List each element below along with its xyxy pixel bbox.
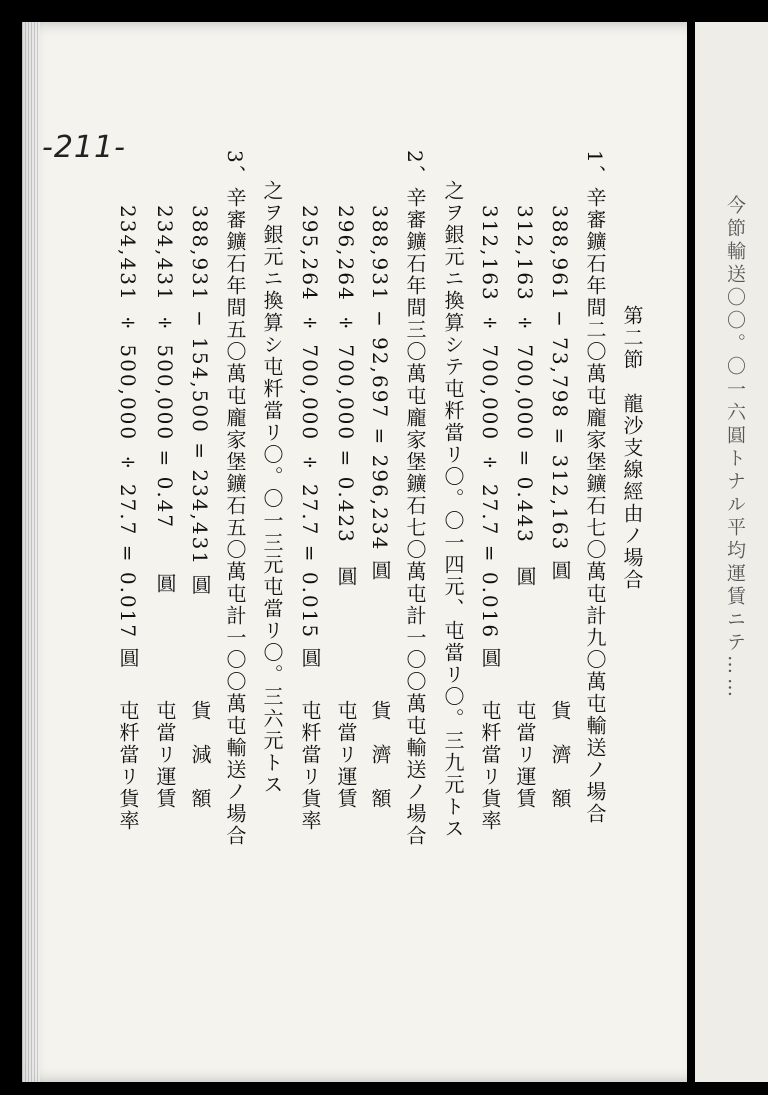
page-number: -211- bbox=[42, 130, 126, 165]
item-2-conversion: 之ヲ銀元ニ換算シ屯粁當リ〇。〇一三元屯當リ〇。三六元トス bbox=[260, 180, 284, 796]
item-1-calc-1: 388,961 − 73,798 = 312,163 圓 bbox=[548, 205, 572, 582]
item-3-note-1: 貨 減 額 bbox=[188, 700, 212, 810]
item-3-note-2: 屯當リ運賃 bbox=[153, 700, 177, 810]
item-1-heading: 1、辛審鑛石年間二〇萬屯龐家堡鑛石七〇萬屯計九〇萬屯輸送ノ場合 bbox=[583, 150, 607, 825]
item-2-note-2: 屯當リ運賃 bbox=[334, 700, 358, 810]
item-3-calc-3: 234,431 ÷ 500,000 ÷ 27.7 = 0.017 圓 bbox=[116, 205, 140, 670]
item-2-calc-3: 295,264 ÷ 700,000 ÷ 27.7 = 0.015 圓 bbox=[298, 205, 322, 670]
item-3-note-3: 屯粁當リ貨率 bbox=[116, 700, 140, 832]
right-page-text: 今節輸送〇〇。〇一六圓トナル平均運賃ニテ…… bbox=[724, 195, 746, 701]
item-1-conversion: 之ヲ銀元ニ換算シテ屯粁當リ〇。〇一四元、屯當リ〇。三九元トス bbox=[441, 180, 465, 840]
item-1-note-2: 屯當リ運賃 bbox=[513, 700, 537, 810]
item-3-calc-1: 388,931 − 154,500 = 234,431 圓 bbox=[188, 205, 212, 597]
item-3-calc-2: 234,431 ÷ 500,000 = 0.47 圓 bbox=[153, 205, 177, 596]
item-2-note-3: 屯粁當リ貨率 bbox=[298, 700, 322, 832]
page-edge bbox=[22, 22, 40, 1082]
item-1-calc-3: 312,163 ÷ 700,000 ÷ 27.7 = 0.016 圓 bbox=[478, 205, 502, 670]
item-2-calc-2: 296,264 ÷ 700,000 = 0.423 圓 bbox=[334, 205, 358, 588]
item-2-note-1: 貨 濟 額 bbox=[368, 700, 392, 810]
item-1-note-1: 貨 濟 額 bbox=[548, 700, 572, 810]
item-2-heading: 2、辛審鑛石年間三〇萬屯龐家堡鑛石七〇萬屯計一〇〇萬屯輸送ノ場合 bbox=[403, 150, 427, 847]
item-2-calc-1: 388,931 − 92,697 = 296,234 圓 bbox=[368, 205, 392, 582]
item-1-calc-2: 312,163 ÷ 700,000 = 0.443 圓 bbox=[513, 205, 537, 588]
item-1-note-3: 屯粁當リ貨率 bbox=[478, 700, 502, 832]
item-3-heading: 3、辛審鑛石年間五〇萬屯龐家堡鑛石五〇萬屯計一〇〇萬屯輸送ノ場合 bbox=[223, 150, 247, 847]
section-title: 第二節 龍沙支線經由ノ場合 bbox=[620, 305, 644, 591]
